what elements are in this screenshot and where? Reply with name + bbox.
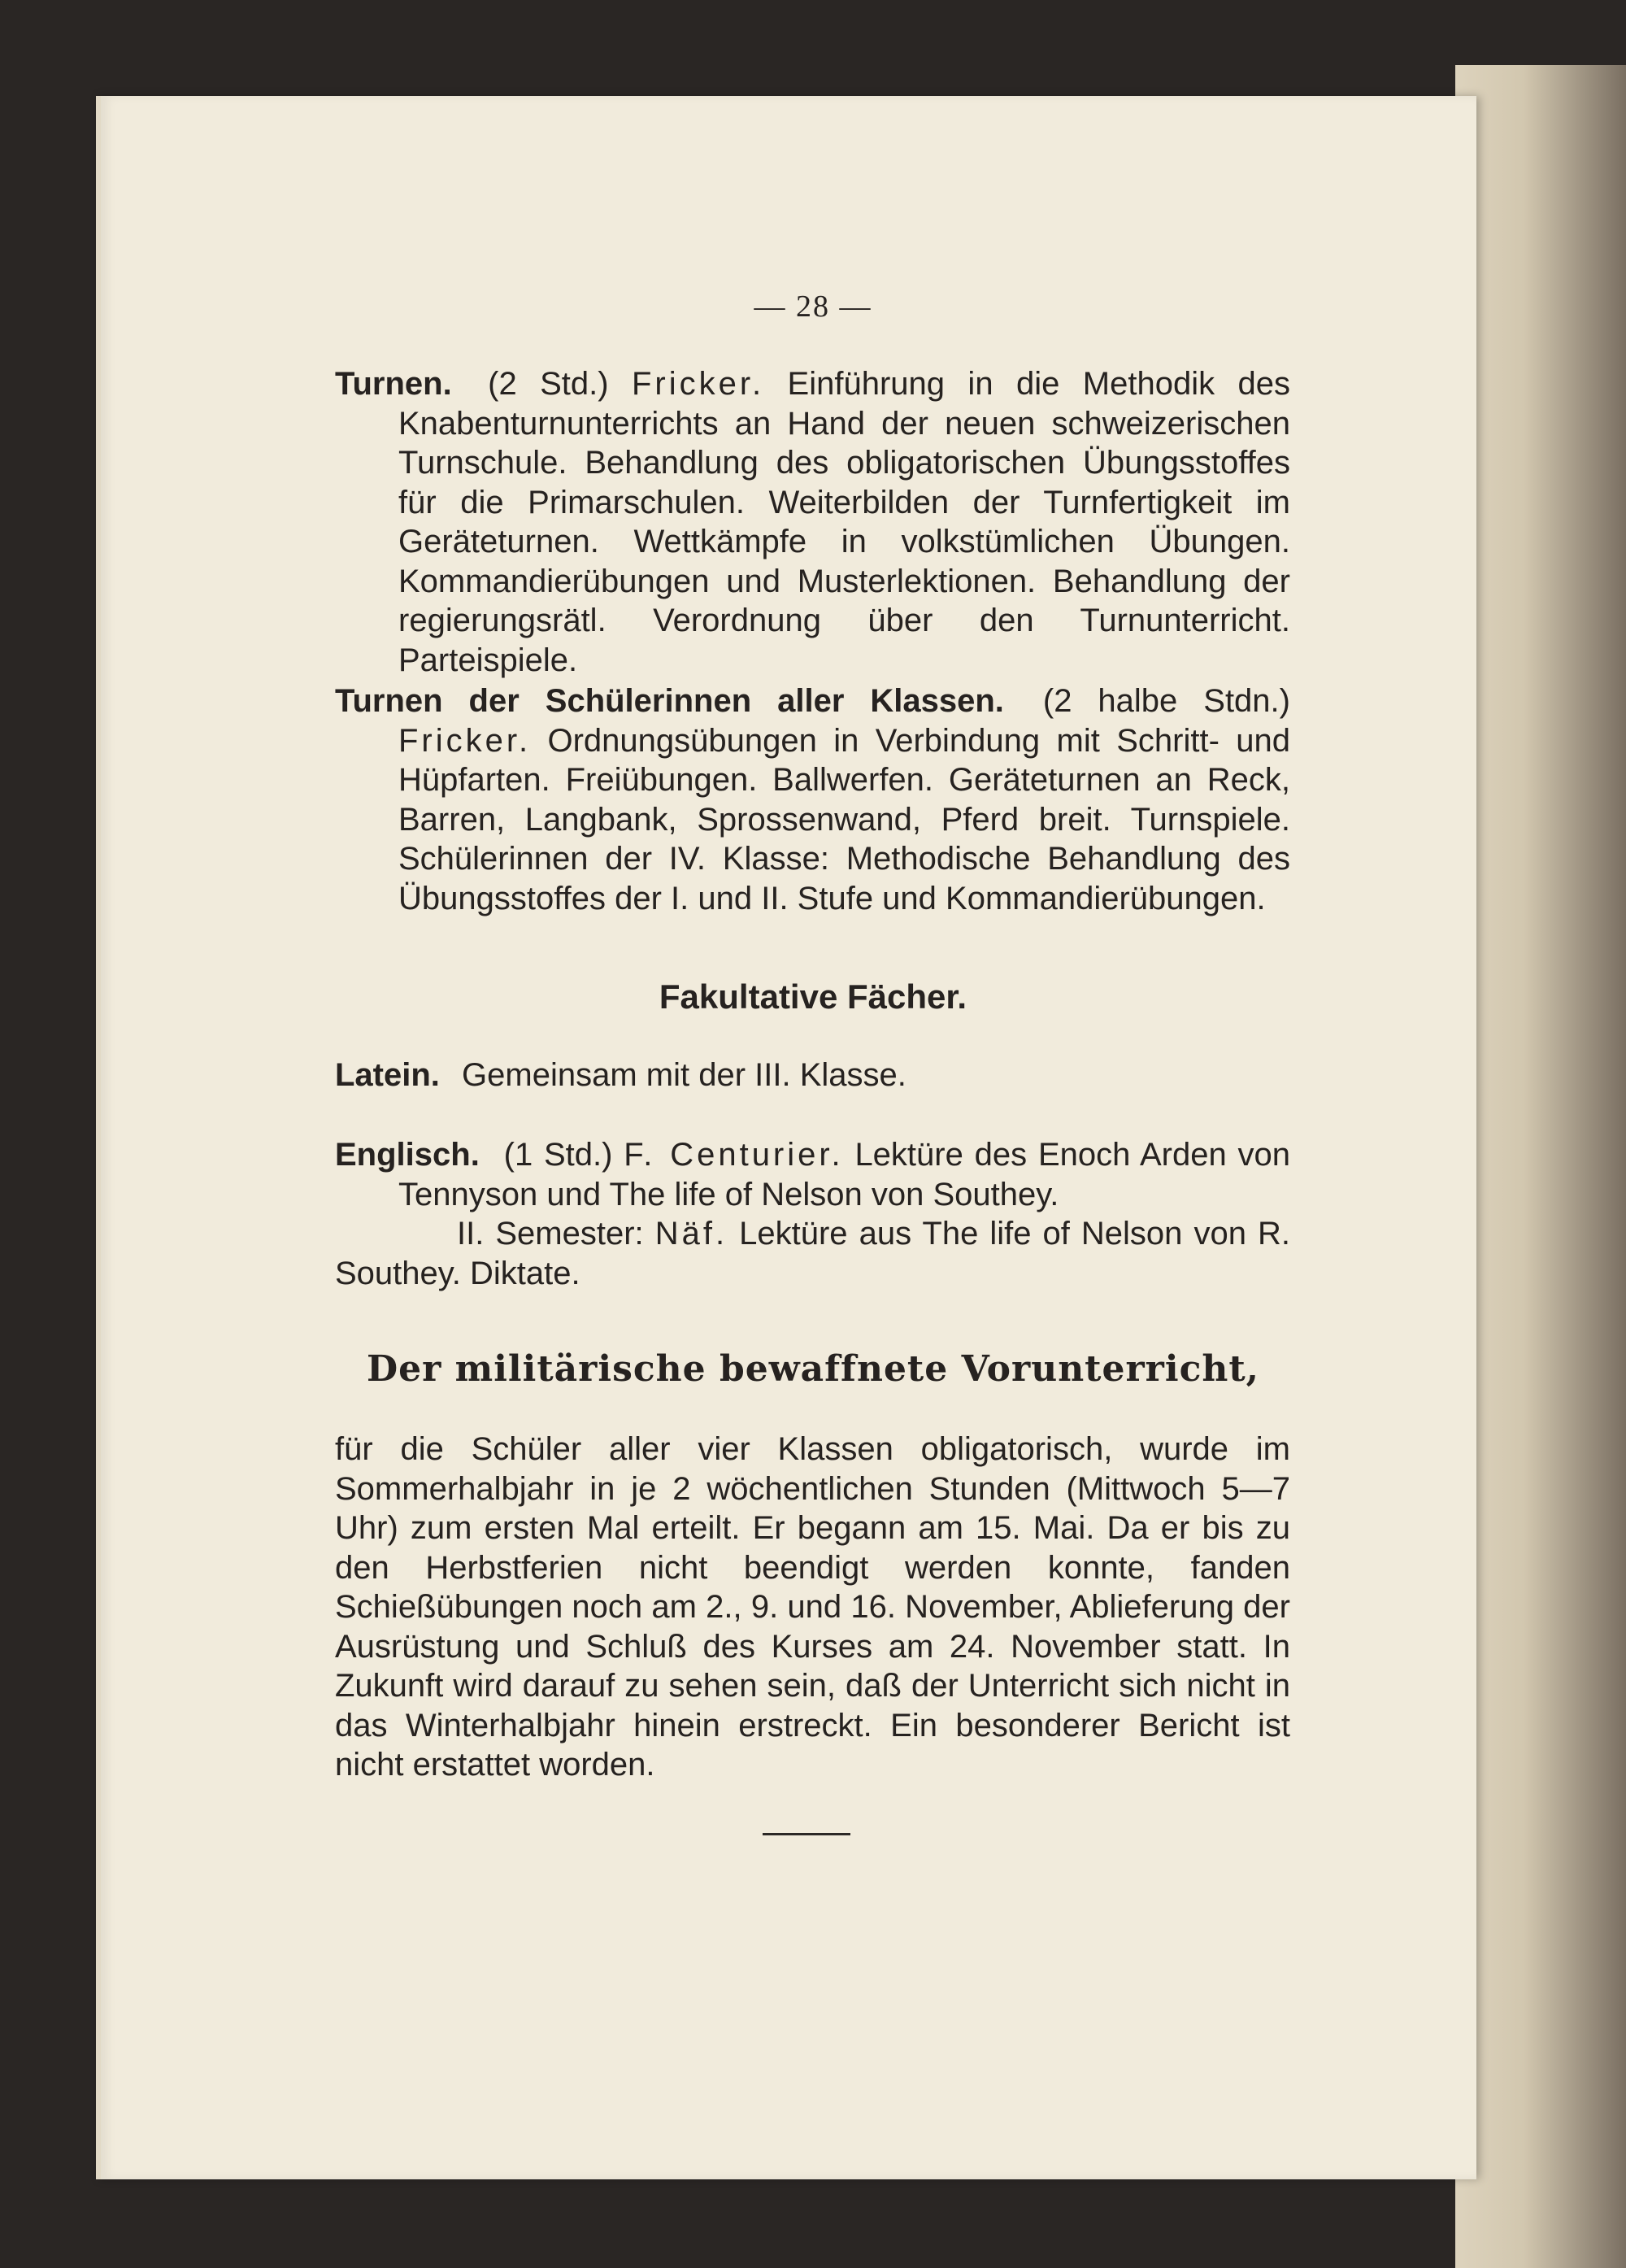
section-turnen-schuelerinnen [335,681,1290,918]
englisch-text2: Lektüre aus The life of Nelson von R. Southey. Diktate. [335,1216,1290,1291]
englisch-hours: (1 Std.) [503,1137,613,1173]
turnen-schuelerinnen-title: Turnen der Schülerinnen aller Klassen. [335,683,1004,719]
closing-rule [763,1833,850,1835]
turnen-schuelerinnen-teacher: Fricker. [398,722,532,759]
englisch-teacher: F. Centurier. [624,1137,844,1173]
section-turnen [335,364,1290,680]
turnen-schuelerinnen-text: Ordnungsübungen in Verbindung mit Schritt- und Hüpfarten. Freiübungen. Ballwerfen. Geräteturnen an Reck, Barren, Langbank, Sprossenwand, Pferd breit. Turnspiele. Schülerinnen der IV. Klasse: Methodische Behandlung des Übungsstoffes der I. und II. Stufe und Kommandierübungen. [398,722,1290,916]
vorunterricht-text: für die Schüler aller vier Klassen obligatorisch, wurde im Sommerhalbjahr in je 2 wöchentlichen Stunden (Mittwoch 5—7 Uhr) zum ersten Mal erteilt. Er begann am 15. Mai. Da er bis zu den Herbstferien nicht beendigt werden konnte, fanden Schießübungen noch am 2., 9. und 16. November, Ablieferung der Ausrüstung und Schluß des Kurses am 24. November statt. In Zukunft wird darauf zu sehen sein, daß der Unterricht sich nicht in das Winterhalbjahr hinein erstreckt. Ein besonderer Bericht ist nicht erstattet worden. [335,1431,1290,1783]
section-latein [335,1056,1290,1095]
book-spine [1455,65,1626,2268]
turnen-title: Turnen. [335,366,452,402]
fakultative-heading: Fakultative Fächer. [659,977,967,1016]
latein-text: Gemeinsam mit der III. Klasse. [462,1057,906,1093]
vorunterricht-heading: Der militärische bewaffnete Vorunterricht, [367,1348,1259,1390]
latein-title: Latein. [335,1057,440,1093]
section-englisch [335,1135,1290,1293]
section-vorunterricht [335,1430,1290,1785]
turnen-hours: (2 Std.) [488,366,609,402]
turnen-text: Einführung in die Methodik des Knabenturnunterrichts an Hand der neuen schweizerischen Turnschule. Behandlung des obligatorischen Übungsstoffes für die Primarschulen. Weiterbilden der Turnfertigkeit im Geräteturnen. Wettkämpfe in volkstümlichen Übungen. Kommandierübungen und Musterlektionen. Behandlung der regierungsrätl. Verordnung über den Turnunterricht. Parteispiele. [398,366,1290,678]
page-number: — 28 — [754,289,872,324]
englisch-teacher2: Näf. [654,1216,728,1252]
turnen-teacher: Fricker. [632,366,765,402]
englisch-semester: II. Semester: [457,1216,644,1252]
turnen-schuelerinnen-hours: (2 halbe Stdn.) [1042,683,1290,719]
englisch-title: Englisch. [335,1137,480,1173]
englisch-text: Lektüre des Enoch Arden von Tennyson und The life of Nelson von Southey. [398,1137,1290,1212]
